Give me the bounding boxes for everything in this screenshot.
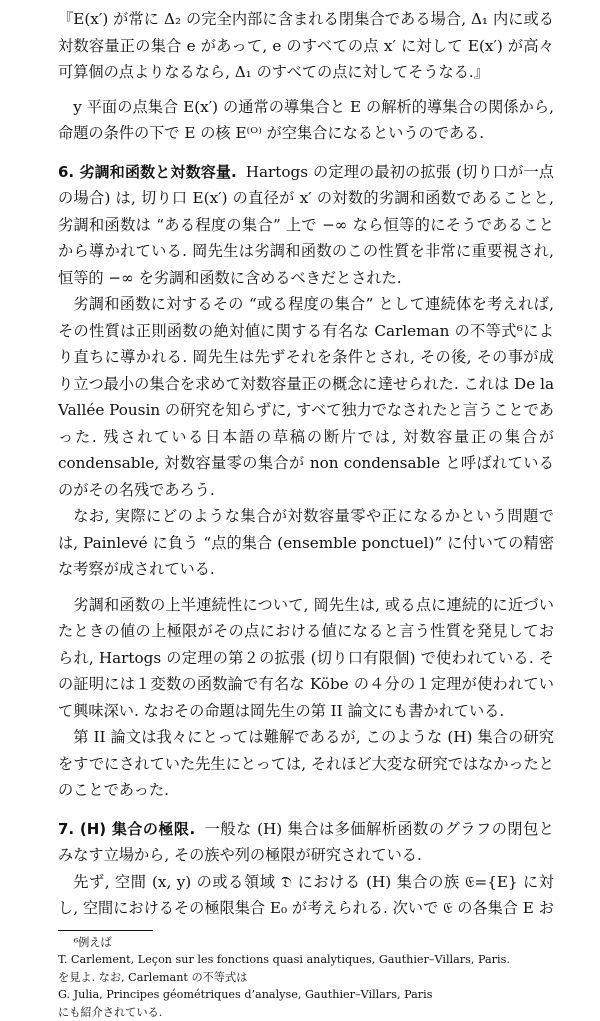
footnote-note: を見よ. なお, Carlemant の不等式は [58,969,554,987]
section-7-paragraph-1 [58,816,554,869]
section-6-heading: 6. 劣調和函数と対数容量. [58,163,237,181]
section-7-paragraph-2: 先ず, 空間 (x, y) の或る領域 𝔇 における (H) 集合の族 𝔈={E} に対し, 空間におけるその極限集合 E₀ が考えられる. 次いで 𝔈 の各集合 E お [58,869,554,922]
footnote-divider [58,930,153,931]
section-6-paragraph-1 [58,159,554,292]
intro-paragraph: y 平面の点集合 E(x′) の通常の導集合と E の解析的導集合の関係から, 命題の条件の下で E の核 E⁽ᴼ⁾ が空集合になるというのである. [58,94,554,147]
section-6-paragraph-4: 劣調和函数の上半連続性について, 岡先生は, 或る点に連続的に近づいたときの値の上極限がその点における値になると言う性質を発見しておられ, Hartogs の定理の第２の拡張 (切り口有限個) で使われている. その証明には１変数の函数論で有名な Köbe の４分の１定理が使われていて興味深い. なおその命題は岡先生の第 II 論文にも書かれている. [58,592,554,725]
footnote-note-end: にも紹介されている. [58,1004,554,1021]
section-7-paragraph-1-text: 一般な (H) 集合は多価解析函数のグラフの閉包とみなす立場から, その族や列の極限が研究されている. [58,820,554,865]
footnote-reference-carleman: T. Carlement, Leçon sur les fonctions quasi analytiques, Gauthier–Villars, Paris. [58,951,554,969]
footnote-marker-line: ⁶例えば [58,934,554,952]
section-6-paragraph-1-text: Hartogs の定理の最初の拡張 (切り口が一点の場合) は, 切り口 E(x′) の直径が x′ の対数的劣調和函数であることと, 劣調和函数は “ある程度の集合” 上で −∞ なら恒等的にそうであることから導かれている. 岡先生は劣調和函数のこの性質を非常に重要視され, 恒等的 −∞ を劣調和函数に含めるべきだとされた. [58,163,554,287]
section-6-paragraph-5: 第 II 論文は我々にとっては難解であるが, このような (H) 集合の研究をすでにされていた先生にとっては, それほど大変な研究ではなかったとのことであった. [58,724,554,804]
quoted-proposition: 『E(x′) が常に Δ₂ の完全内部に含まれる閉集合である場合, Δ₁ 内に或る対数容量正の集合 e があって, e のすべての点 x′ に対して E(x′) が高々可算個の点よりなるなら, Δ₁ のすべての点に対してそうなる.』 [58,6,554,86]
footnotes [58,934,554,1021]
footnote-reference-julia: G. Julia, Principes géométriques d’analyse, Gauthier–Villars, Paris [58,986,554,1004]
section-6-paragraph-3: なお, 実際にどのような集合が対数容量零や正になるかという問題では, Painlevé に負う “点的集合 (ensemble ponctuel)” に付いての精密な考察が成されている. [58,503,554,583]
section-6-paragraph-2: 劣調和函数に対するその “或る程度の集合” として連続体を考えれば, その性質は正則函数の絶対値に関する有名な Carleman の不等式⁶により直ちに導かれる. 岡先生は先ずそれを条件とされ, その後, その事が成り立つ最小の集合を求めて対数容量正の概念に達せられた. これは De la Vallée Pousin の研究を知らずに, すべて独力でなされたと言うことであった. 残されている日本語の草稿の断片では, 対数容量正の集合が condensable, 対数容量零の集合が non condensable と呼ばれているのがその名残であろう. [58,291,554,503]
section-7-heading: 7. (H) 集合の極限. [58,820,195,838]
